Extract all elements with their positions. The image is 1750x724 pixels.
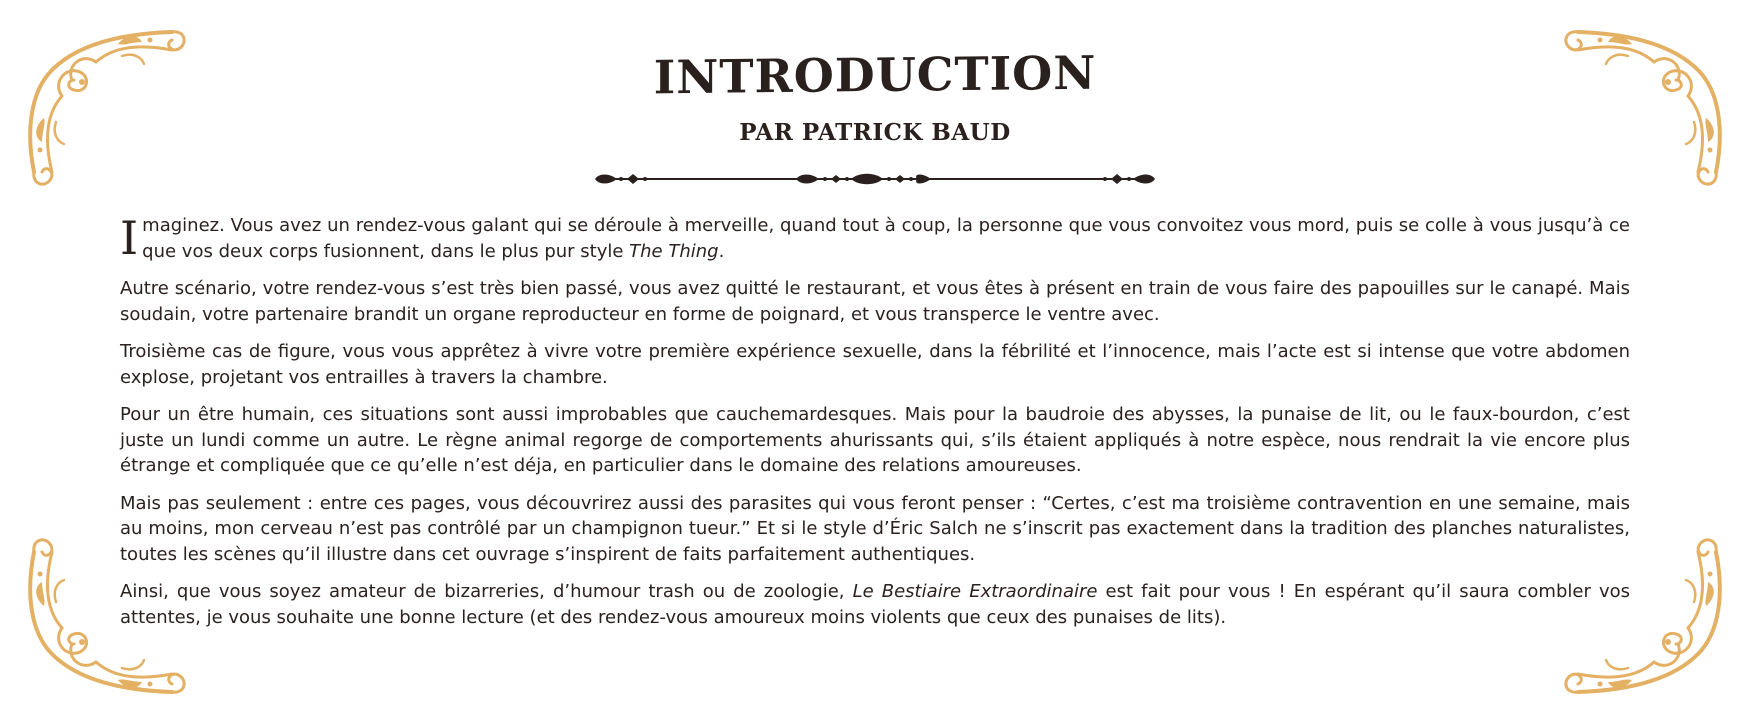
paragraph-text: maginez. Vous avez un rendez-vous galant qui se déroule à merveille, quand tout à coup, la personne que vous convoitez vous mord, puis se colle à vous jusqu’à ce que vos deux corps fusionnent, dans le plus pur style (142, 215, 1630, 262)
paragraph-3: Troisième cas de figure, vous vous apprêtez à vivre votre première expérience sexuelle, dans la fébrilité et l’innocence, mais l’acte est si intense que votre abdomen explose, projetant vos entrailles à travers la chambre. (120, 341, 1630, 388)
introduction-body (120, 213, 1630, 642)
paragraph-1 (120, 213, 1630, 264)
paragraph-text: est fait pour vous ! En espérant qu’il saura combler vos attentes, je vous souhaite une bonne lecture (et des rendez-vous amoureux moins violents que ceux des punaises de lits). (120, 581, 1630, 628)
paragraph-2: Autre scénario, votre rendez-vous s’est très bien passé, vous avez quitté le restaurant, et vous êtes à présent en train de vous faire des papouilles sur le canapé. Mais soudain, votre partenaire brandit un organe reproducteur en forme de poignard, et vous transperce le ventre avec. (120, 278, 1630, 325)
page-title: INTRODUCTION (653, 45, 1097, 105)
paragraph-text: Ainsi, que vous soyez amateur de bizarreries, d’humour trash ou de zoologie, (120, 581, 853, 602)
drop-cap: I (120, 211, 139, 265)
decorative-divider-icon (593, 170, 1157, 188)
book-title: Le Bestiaire Extraordinaire (852, 581, 1098, 602)
paragraph-5: Mais pas seulement : entre ces pages, vous découvrirez aussi des parasites qui vous feront penser : “Certes, c’est ma troisième contravention en une semaine, mais au moins, mon cerveau n’est pas contrôlé par un champignon tueur.” Et si le style d’Éric Salch ne s’inscrit pas exactement dans la tradition des planches naturalistes, toutes les scènes qu’il illustre dans cet ouvrage s’inspirent de faits parfaitement authentiques. (120, 492, 1630, 565)
paragraph-4: Pour un être humain, ces situations sont aussi improbables que cauchemardesques. Mais pour la baudroie des abysses, la punaise de lit, ou le faux-bourdon, c’est juste un lundi comme un autre. Le règne animal regorge de comportements ahurissants qui, s’ils étaient appliqués à notre espèce, nous rendrait la vie encore plus étrange et compliquée que ce qu’elle n’est déja, en particulier dans le domaine des relations amoureuses. (120, 404, 1630, 476)
paragraph-text: . (718, 240, 725, 262)
paragraph-6 (120, 579, 1630, 630)
author-byline: PAR PATRICK BAUD (739, 119, 1011, 146)
movie-title: The Thing (629, 240, 719, 262)
